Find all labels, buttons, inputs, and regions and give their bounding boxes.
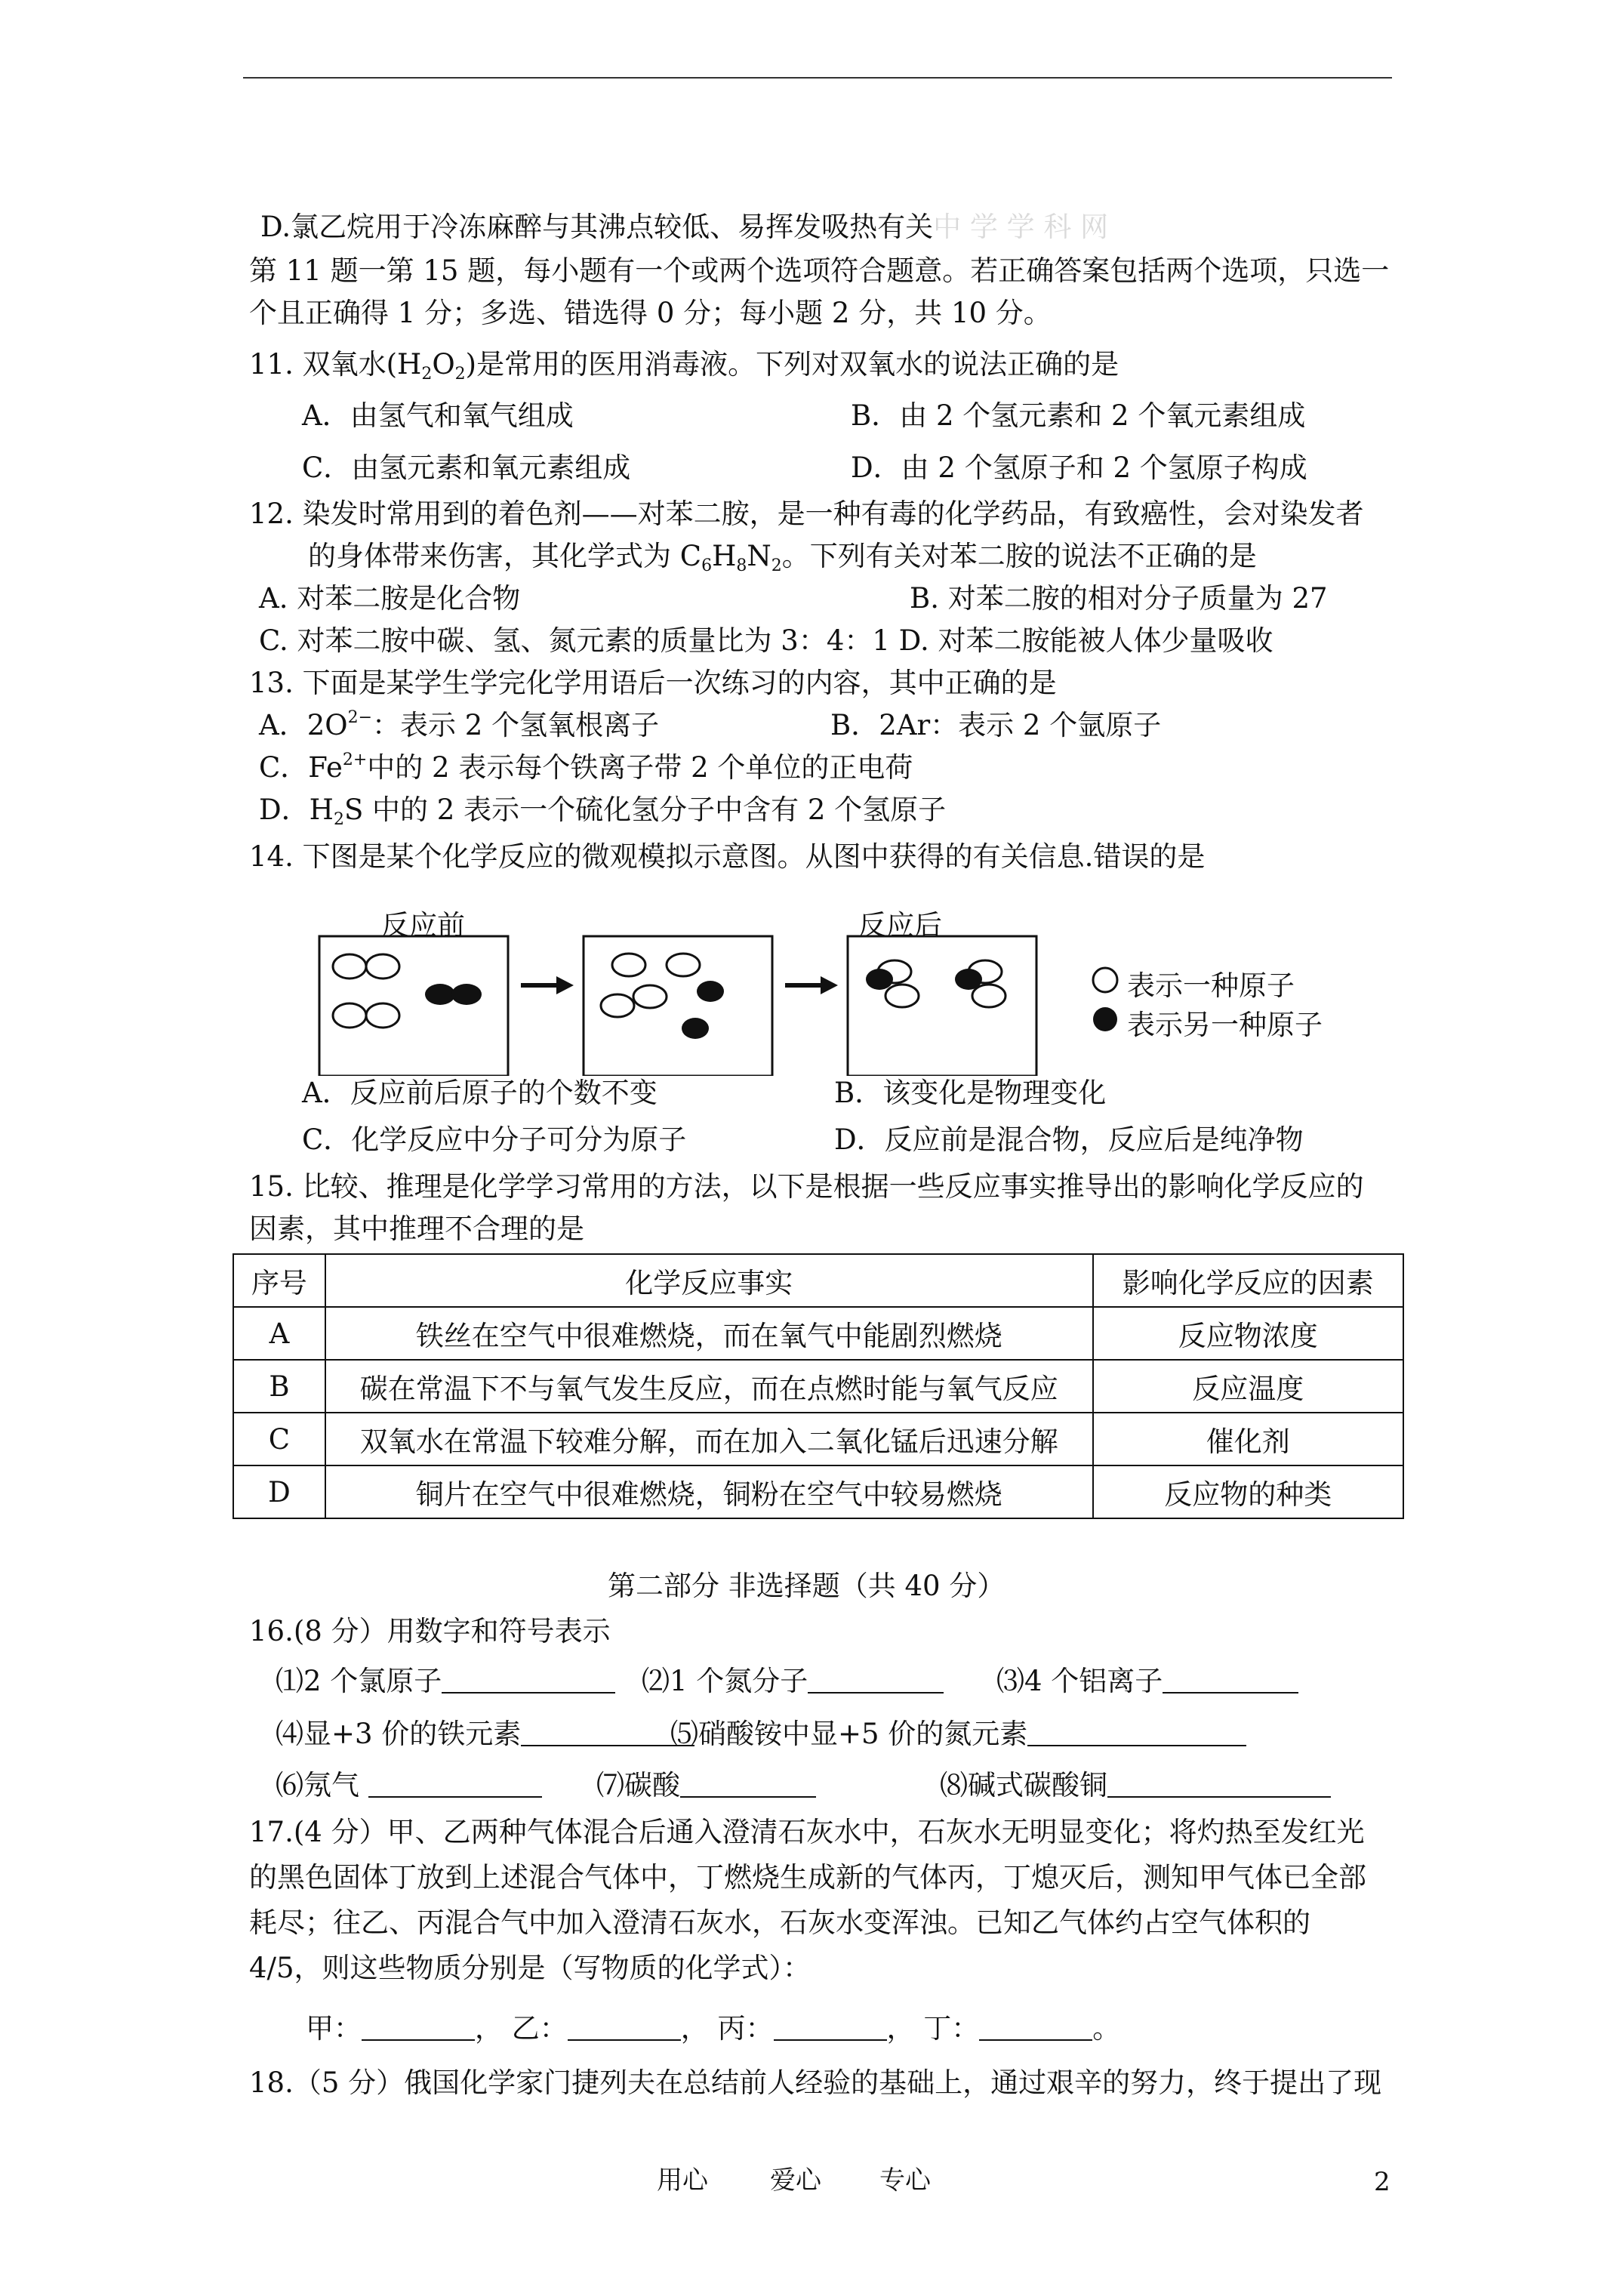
answer-blank[interactable] [442,1669,615,1693]
answer-blank-yi[interactable] [568,2017,681,2041]
arrow-1 [521,976,574,994]
q12-stem-line-1: 12. 染发时常用到的着色剂——对苯二胺，是一种有毒的化学药品，有致癌性，会对染发者 [249,498,1364,530]
table-cell: 反应物的种类 [1093,1465,1403,1518]
q14-option-a: A．反应前后原子的个数不变 [302,1077,658,1109]
table-cell: 双氧水在常温下较难分解，而在加入二氧化锰后迅速分解 [325,1413,1093,1465]
answer-blank[interactable] [1027,1722,1246,1746]
footer-text-2: 爱心 [770,2165,821,2196]
legend-black-atom [1093,1007,1117,1031]
label-after: 反应后 [858,909,942,942]
q16-item-7: ⑺碳酸 [596,1768,816,1803]
q16-stem: 16.(8 分）用数字和符号表示 [249,1615,611,1647]
q12-option-a: A. 对苯二胺是化合物 [259,582,521,615]
legend-white-label: 表示一种原子 [1127,969,1295,1002]
answer-blank[interactable] [680,1774,816,1798]
q13-option-a: A．$2O^{2-}$：表示 2 个氢氧根离子 [259,708,660,741]
table-cell: B [233,1360,325,1413]
reaction-diagram [313,902,1347,1076]
q11-option-c: C．由氢元素和氧元素组成 [302,451,631,484]
answer-blank[interactable] [808,1669,944,1693]
table-row [233,1413,1403,1465]
q18-line-1: 18.（5 分）俄国化学家门捷列夫在总结前人经验的基础上，通过艰辛的努力，终于提出了现 [249,2066,1382,2099]
q17-line-4: 4/5，则这些物质分别是（写物质的化学式）： [249,1952,812,1984]
q12-option-c-d: C. 对苯二胺中碳、氢、氮元素的质量比为 3：4：1 D. 对苯二胺能被人体少量吸收 [259,624,1273,657]
legend-white-atom [1093,968,1117,992]
table-cell: 铁丝在空气中很难燃烧，而在氧气中能剧烈燃烧 [325,1307,1093,1360]
q15-stem-line-2: 因素，其中推理不合理的是 [249,1213,584,1245]
q14-option-b: B．该变化是物理变化 [834,1077,1107,1109]
q11-option-a: A．由氢气和氧气组成 [302,399,574,432]
table-header-cell: 序号 [233,1254,325,1307]
answer-blank-jia[interactable] [362,2017,475,2041]
q13-option-d: D．$H_2S$ 中的 2 表示一个硫化氢分子中含有 2 个氢原子 [259,794,947,829]
table-cell: A [233,1307,325,1360]
q16-item-3: ⑶4 个铝离子 [996,1664,1298,1699]
q15-stem-line-1: 15. 比较、推理是化学学习常用的方法，以下是根据一些反应事实推导出的影响化学反应的 [249,1170,1364,1203]
answer-blank[interactable] [1107,1774,1331,1798]
q16-item-4: ⑷显+3 价的铁元素 [276,1717,694,1752]
label-before: 反应前 [381,909,465,942]
q12-stem-line-2: 的身体带来伤害，其化学式为 $C_6H_8N_2$。下列有关对苯二胺的说法不正确的是 [308,540,1257,575]
table-row [233,1307,1403,1360]
table-cell: 铜片在空气中很难燃烧，铜粉在空气中较易燃烧 [325,1465,1093,1518]
q17-line-1: 17.(4 分）甲、乙两种气体混合后通入澄清石灰水中，石灰水无明显变化；将灼热至发红光 [249,1816,1365,1848]
answer-blank[interactable] [1163,1669,1298,1693]
q11-option-b: B．由 2 个氢元素和 2 个氧元素组成 [851,399,1306,432]
reaction-facts-table [233,1253,1404,1519]
q13-option-c: C．$Fe^{2+}$中的 2 表示每个铁离子带 2 个单位的正电荷 [259,750,913,784]
part-two-title: 第二部分 非选择题（共 40 分） [608,1570,1006,1602]
q14-option-d: D．反应前是混合物，反应后是纯净物 [834,1123,1304,1156]
q10-option-d: D.氯乙烷用于冷冻麻醉与其沸点较低、易挥发吸热有关中 学 学 科 网 [260,211,1109,243]
q16-item-5: ⑸硝酸铵中显+5 价的氮元素 [670,1717,1246,1752]
q12-option-b: B. 对苯二胺的相对分子质量为 27 [910,582,1328,615]
arrow-2 [785,976,838,994]
q13-stem: 13. 下面是某学生学完化学用语后一次练习的内容，其中正确的是 [249,667,1057,699]
answer-blank-bing[interactable] [774,2017,887,2041]
q16-item-2: ⑵1 个氮分子 [642,1664,944,1699]
q14-option-c: C．化学反应中分子可分为原子 [302,1123,687,1156]
answer-blank-ding[interactable] [979,2017,1092,2041]
table-cell: C [233,1413,325,1465]
legend-black-label: 表示另一种原子 [1127,1009,1323,1041]
q17-answers: 甲： ， 乙： ， 丙： ， 丁： 。 [306,2012,1121,2045]
q16-item-6: ⑹氖气 [276,1768,542,1803]
instructions-line-2: 个且正确得 1 分；多选、错选得 0 分；每小题 2 分，共 10 分。 [249,297,1052,329]
table-row [233,1360,1403,1413]
answer-blank[interactable] [368,1774,542,1798]
footer-text-1: 用心 [657,2165,708,2196]
box-after [848,936,1036,1076]
answer-blank[interactable] [521,1722,694,1746]
table-cell: 催化剂 [1093,1413,1403,1465]
q13-option-b: B．2Ar：表示 2 个氩原子 [830,709,1162,741]
table-header-row [233,1254,1403,1307]
table-cell: D [233,1465,325,1518]
q11-option-d: D．由 2 个氢原子和 2 个氢原子构成 [851,451,1307,484]
page-number: 2 [1374,2167,1390,2197]
q11-stem: 11. 双氧水$(H_2O_2)$是常用的医用消毒液。下列对双氧水的说法正确的是 [249,348,1119,384]
table-row [233,1465,1403,1518]
instructions-line-1: 第 11 题一第 15 题，每小题有一个或两个选项符合题意。若正确答案包括两个选项，只选一 [249,254,1390,287]
header-rule [243,77,1392,79]
footer-text-3: 专心 [879,2165,931,2196]
watermark: 中 学 学 科 网 [933,211,1109,243]
table-cell: 反应物浓度 [1093,1307,1403,1360]
table-header-cell: 化学反应事实 [325,1254,1093,1307]
q17-line-3: 耗尽；往乙、丙混合气中加入澄清石灰水，石灰水变浑浊。已知乙气体约占空气体积的 [249,1906,1310,1939]
q16-item-8: ⑻碱式碳酸铜 [940,1768,1331,1803]
q16-item-1: ⑴2 个氯原子 [276,1664,615,1699]
table-cell: 碳在常温下不与氧气发生反应，而在点燃时能与氧气反应 [325,1360,1093,1413]
table-cell: 反应温度 [1093,1360,1403,1413]
table-header-cell: 影响化学反应的因素 [1093,1254,1403,1307]
q17-line-2: 的黑色固体丁放到上述混合气体中，丁燃烧生成新的气体丙，丁熄灭后，测知甲气体已全部 [249,1861,1366,1894]
q14-stem: 14. 下图是某个化学反应的微观模拟示意图。从图中获得的有关信息.错误的是 [249,840,1206,873]
